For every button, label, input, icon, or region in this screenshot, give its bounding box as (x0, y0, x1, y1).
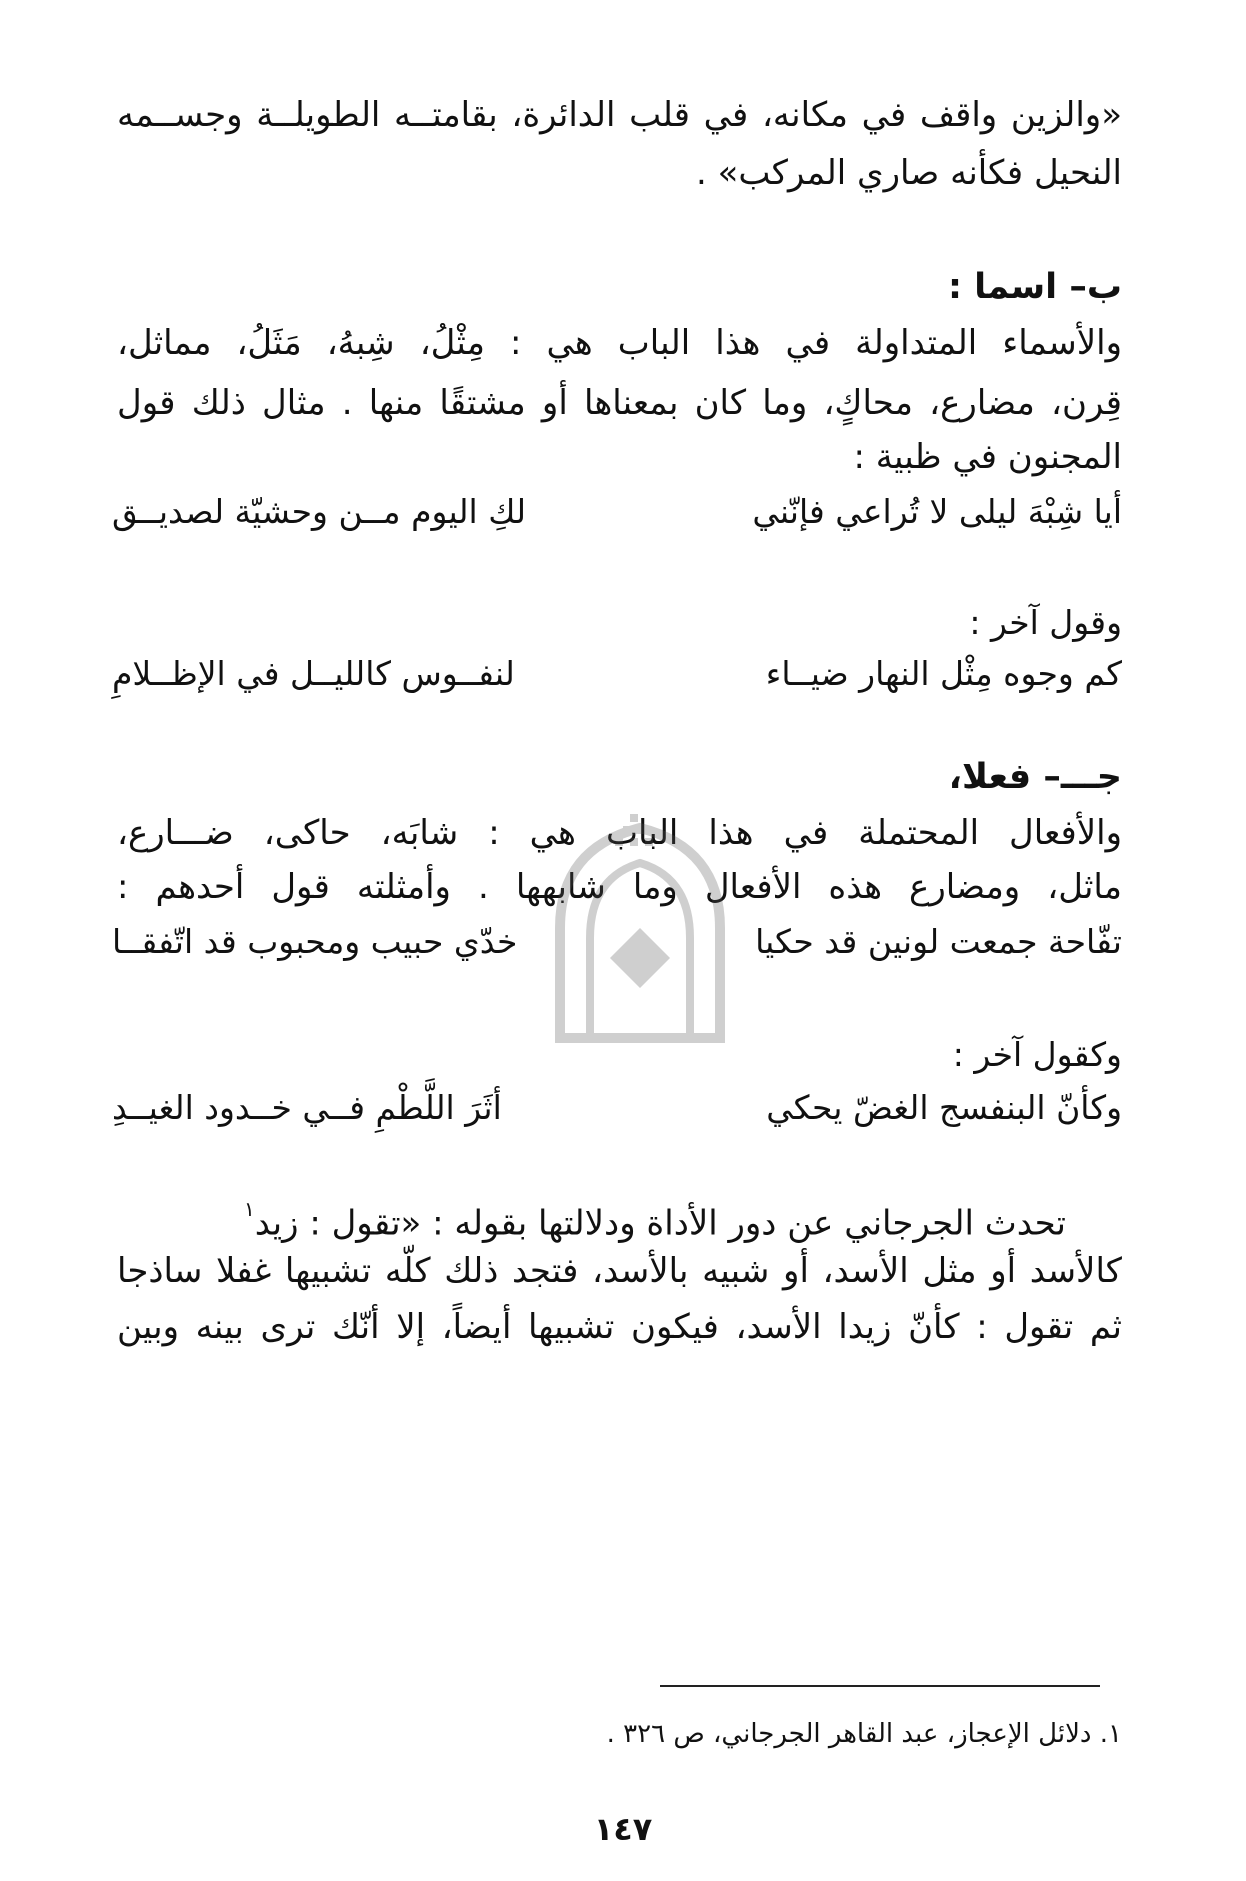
verse-c1-first-hemistich: تفّاحة جمعت لونين قد حكيا (755, 922, 1122, 961)
verse-b1 (112, 486, 1122, 538)
footnote-reference-marker: ١ (244, 1197, 255, 1221)
paragraph1-line2: النحيل فكأنه صاري المركب» . (696, 153, 1122, 193)
final-paragraph-line2: كالأسد أو مثل الأسد، أو شبيه بالأسد، فتجد ذلك كلّه تشبيها غفلا ساذجا (117, 1251, 1122, 1291)
final-paragraph-line3: ثم تقول : كأنّ زيدا الأسد، فيكون تشبيها أيضاً، إلا أنّك ترى بينه وبين (117, 1307, 1122, 1347)
section-c-line2: ماثل، ومضارع هذه الأفعال وما شابهها . وأمثلته قول أحدهم : (117, 867, 1122, 907)
verse-b1-second-hemistich: لكِ اليوم مــن وحشيّة لصديــق (112, 492, 527, 531)
final-paragraph-line1 (106, 1190, 1066, 1248)
verse-c2-first-hemistich: وكأنّ البنفسج الغضّ يحكي (766, 1088, 1122, 1127)
paragraph1-line1: «والزين واقف في مكانه، في قلب الدائرة، بقامتــه الطويلــة وجســمه (117, 95, 1122, 135)
footnote-text: ١. دلائل الإعجاز، عبد القاهر الجرجاني، ص ٣٢٦ . (606, 1719, 1122, 1749)
verse-c1-second-hemistich: خدّي حبيب ومحبوب قد اتّفقــا (112, 922, 518, 961)
verse-b2-first-hemistich: كم وجوه مِثْل النهار ضيــاء (765, 654, 1122, 693)
section-b-heading: ب– اسما : (947, 267, 1122, 307)
footnote-separator (660, 1685, 1100, 1687)
section-b-line3: المجنون في ظبية : (853, 437, 1122, 477)
final-line1-text: تحدث الجرجاني عن دور الأداة ودلالتها بقوله : «تقول : زيد (254, 1203, 1066, 1244)
verse-c2 (112, 1082, 1122, 1134)
section-c-label2: وكقول آخر : (952, 1035, 1122, 1074)
section-b-label2: وقول آخر : (969, 603, 1122, 642)
verse-c2-second-hemistich: أثَرَ اللَّطْمِ فــي خــدود الغيــدِ (112, 1088, 502, 1127)
library-seal-watermark (520, 808, 760, 1048)
page-number: ١٤٧ (593, 1810, 653, 1848)
verse-b2 (112, 648, 1122, 700)
verse-b1-first-hemistich: أيا شِبْهَ ليلى لا تُراعي فإنّني (752, 492, 1122, 531)
section-b-line2: قِرن، مضارع، محاكٍ، وما كان بمعناها أو مشتقًا منها . مثال ذلك قول (117, 383, 1122, 423)
section-c-line1: والأفعال المحتملة في هذا الباب هي : شابَه، حاكى، ضـــارع، (117, 813, 1122, 853)
section-b-line1: والأسماء المتداولة في هذا الباب هي : مِثْلُ، شِبهُ، مَثَلُ، مماثل، (117, 323, 1122, 363)
section-c-heading: جـــ– فعلا، (948, 757, 1122, 797)
verse-b2-second-hemistich: لنفــوس كالليــل في الإظــلامِ (112, 654, 515, 693)
